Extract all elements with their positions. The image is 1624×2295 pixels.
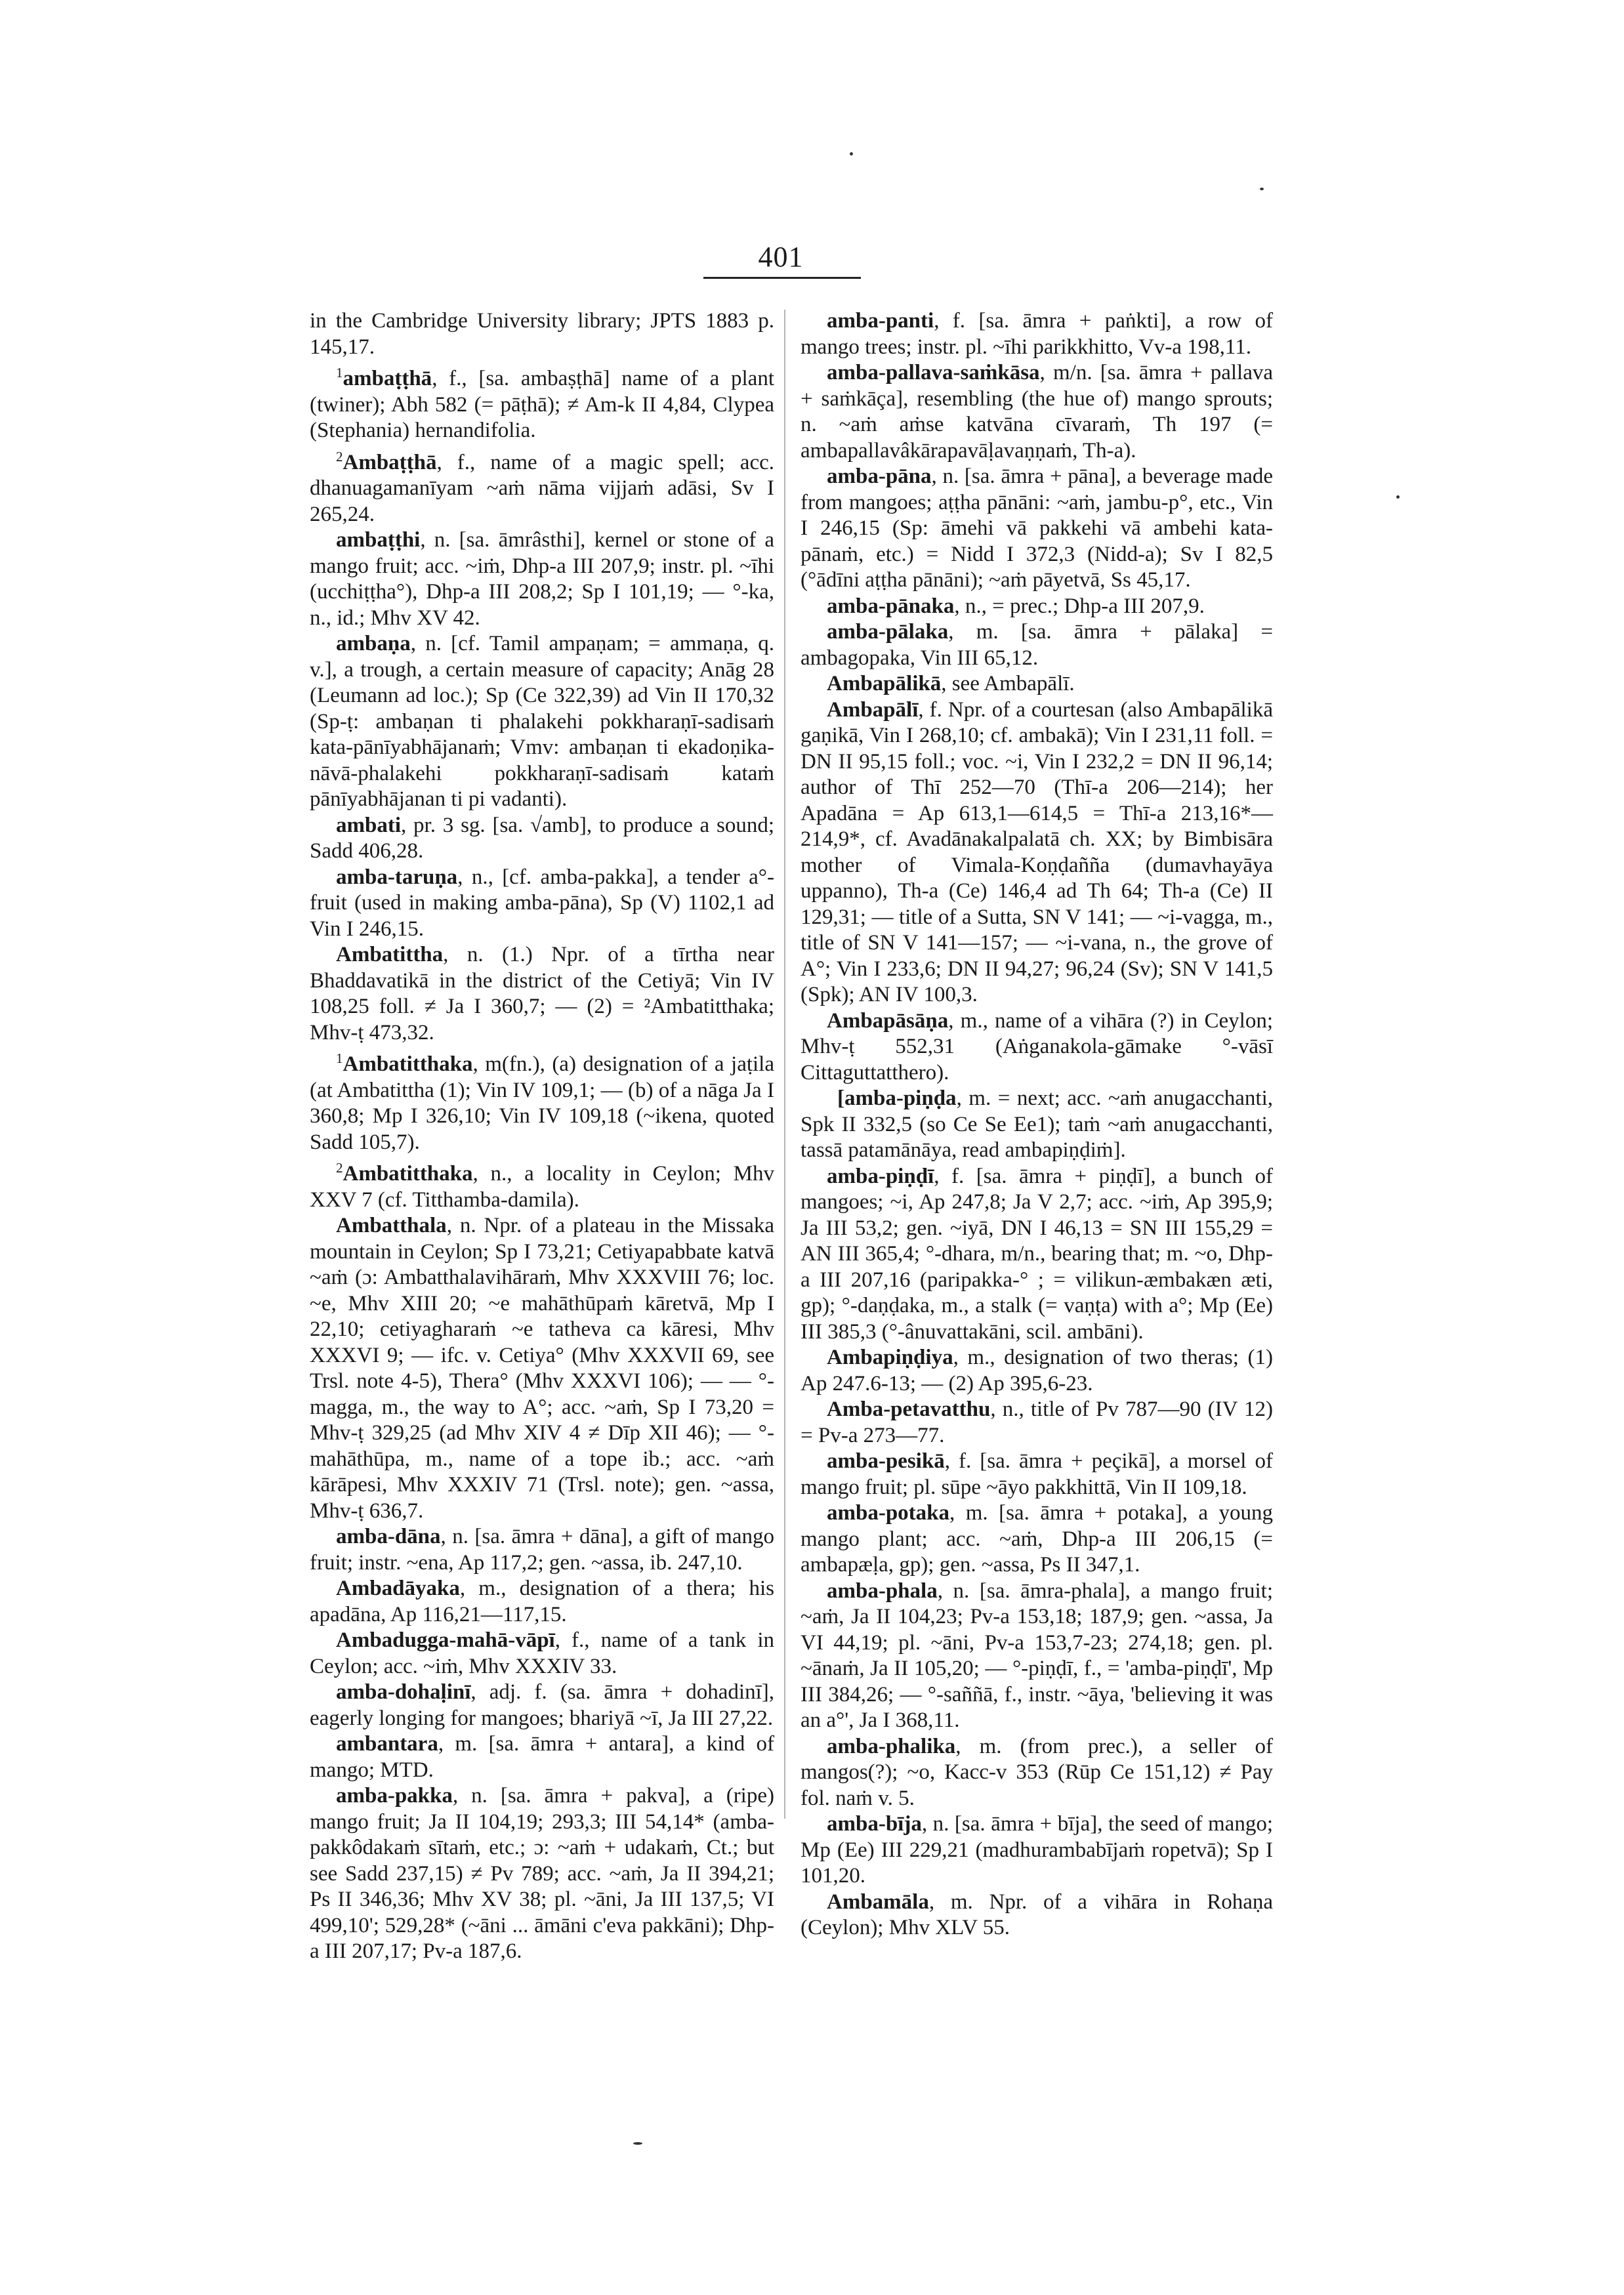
dictionary-entry bbox=[310, 865, 774, 943]
dictionary-entry bbox=[310, 631, 774, 813]
entry-headword: amba-dohaḷinī bbox=[336, 1680, 471, 1704]
entry-headword: Ambamāla bbox=[827, 1890, 929, 1914]
homonym-number: 1 bbox=[336, 365, 343, 381]
entry-definition: , n., [cf. amba-pakka], a tender a°-fruit (used in making amba-pāna), Sp (V) 1102,1 ad Vin I 246,15. bbox=[310, 865, 774, 941]
dictionary-entry bbox=[310, 308, 774, 360]
entry-headword: Ambatthala bbox=[336, 1214, 447, 1237]
dictionary-entry bbox=[801, 697, 1273, 1008]
dictionary-entry bbox=[310, 1783, 774, 1965]
scan-speck bbox=[633, 2142, 642, 2145]
entry-definition: , m., designation of a thera; his apadāna, Ap 116,21—117,15. bbox=[310, 1577, 774, 1626]
dictionary-entry bbox=[801, 1811, 1273, 1890]
dictionary-entry bbox=[310, 1155, 774, 1213]
dictionary-entry bbox=[310, 360, 774, 444]
entry-definition: , f. [sa. āmra + peçikā], a morsel of mango fruit; pl. sūpe ~āyo pakkhittā, Vin II 109,18. bbox=[801, 1449, 1273, 1499]
entry-definition: , n. (1.) Npr. of a tīrtha near Bhaddavatikā in the district of the Cetiyā; Vin IV 108,25 foll. ≠ Ja I 360,7; — (2) = ²Ambatitthaka; Mhv-ṭ 473,32. bbox=[310, 943, 774, 1044]
dictionary-entry bbox=[801, 1397, 1273, 1449]
dictionary-entry bbox=[801, 594, 1273, 620]
entry-definition: , n. [cf. Tamil ampaṇam; = ammaṇa, q. v.], a trough, a certain measure of capacity; Anāg 28 (Leumann ad loc.); Sp (Ce 322,39) ad Vin II 170,32 (Sp-ṭ: ambaṇan ti phalakehi pokkharaṇī-sadisaṁ kata-pānīyabhājanaṁ; Vmv: ambaṇan ti ekadoṇika-nāvā-phalakehi pokkharaṇī-sadisaṁ kataṁ pānīyabhājanan ti pi vadanti). bbox=[310, 632, 774, 811]
entry-definition: , n. [sa. āmra-phala], a mango fruit; ~aṁ, Ja II 104,23; Pv-a 153,18; 187,9; gen. ~assa, Ja VI 44,19; pl. ~āni, Pv-a 153,7-23; 274,18; gen. pl. ~ānaṁ, Ja II 105,20; — °-piṇḍī, f., = 'amba-piṇḍī', Mp III 384,26; — °-saññā, f., instr. ~āya, 'believing it was an a°', Ja I 368,11. bbox=[801, 1579, 1273, 1732]
dictionary-entry bbox=[801, 464, 1273, 594]
entry-headword: Ambapālī bbox=[827, 697, 919, 722]
entry-headword: amba-phalika bbox=[827, 1734, 956, 1758]
entry-definition: , f., [sa. ambaṣṭhā] name of a plant (twiner); Abh 582 (= pāṭhā); ≠ Am-k II 4,84, Clypea (Stephania) hernandifolia. bbox=[310, 367, 774, 442]
entry-definition: , n. [sa. āmrâsthi], kernel or stone of a mango fruit; acc. ~iṁ, Dhp-a III 207,9; instr. pl. ~īhi (ucchiṭṭha°), Dhp-a III 208,2; Sp I 101,19; — °-ka, n., id.; Mhv XV 42. bbox=[310, 528, 774, 630]
entry-headword: Ambapālikā bbox=[827, 672, 942, 695]
dictionary-entry bbox=[801, 671, 1273, 697]
scan-speck bbox=[1396, 495, 1400, 499]
entry-definition: , f., name of a tank in Ceylon; acc. ~iṁ, Mhv XXXIV 33. bbox=[310, 1628, 774, 1678]
entry-definition: , see Ambapālī. bbox=[941, 672, 1075, 695]
entry-headword: amba-pallava-saṁkāsa bbox=[827, 361, 1040, 384]
entry-definition: in the Cambridge University library; JPTS 1883 p. 145,17. bbox=[310, 309, 774, 359]
dictionary-entry bbox=[310, 1680, 774, 1731]
entry-definition: , m., name of a vihāra (?) in Ceylon; Mhv-ṭ 552,31 (Aṅganakola-gāmake °-vāsī Cittaguttatthero). bbox=[801, 1008, 1273, 1085]
entry-definition: , m. [sa. āmra + antara], a kind of mango; MTD. bbox=[310, 1732, 774, 1782]
dictionary-entry bbox=[801, 1345, 1273, 1397]
entry-headword: amba-pesikā bbox=[827, 1449, 945, 1473]
dictionary-entry bbox=[801, 1449, 1273, 1500]
entry-headword: amba-phala bbox=[827, 1579, 938, 1603]
entry-headword: ambaṭṭhi bbox=[336, 528, 421, 552]
dictionary-entry bbox=[310, 813, 774, 865]
entry-headword: ambantara bbox=[336, 1732, 438, 1756]
dictionary-entry bbox=[801, 1734, 1273, 1812]
entry-headword: amba-dāna bbox=[336, 1525, 441, 1548]
column-divider bbox=[784, 310, 785, 1819]
entry-headword: Ambadāyaka bbox=[336, 1577, 460, 1600]
dictionary-entry bbox=[310, 1213, 774, 1524]
entry-headword: amba-pakka bbox=[336, 1784, 453, 1808]
page-number-rule bbox=[703, 277, 861, 279]
entry-definition: , m., designation of two theras; (1) Ap 247.6-13; — (2) Ap 395,6-23. bbox=[801, 1346, 1273, 1396]
dictionary-entry bbox=[801, 360, 1273, 464]
entry-headword: amba-pālaka bbox=[827, 620, 949, 644]
entry-headword: Ambatitthaka bbox=[343, 1052, 473, 1076]
scan-speck bbox=[1260, 188, 1264, 190]
entry-definition: , f., name of a magic spell; acc. dhanuagamanīyam ~aṁ nāma vijjaṁ adāsi, Sv I 265,24. bbox=[310, 450, 774, 526]
dictionary-entry bbox=[310, 1046, 774, 1155]
dictionary-entry bbox=[801, 1086, 1273, 1164]
dictionary-entry bbox=[310, 942, 774, 1046]
entry-headword: ambaṇa bbox=[336, 632, 411, 655]
entry-definition: , f. [sa. āmra + paṅkti], a row of mango trees; instr. pl. ~īhi parikkhitto, Vv-a 198,11. bbox=[801, 309, 1273, 359]
entry-definition: , n. [sa. āmra + bīja], the seed of mango; Mp (Ee) III 229,21 (madhurambabījaṁ ropetvā); Sp I 101,20. bbox=[801, 1812, 1273, 1888]
entry-headword: amba-potaka bbox=[827, 1501, 950, 1525]
entry-headword: amba-pānaka bbox=[827, 594, 955, 618]
entry-definition: , f. [sa. āmra + piṇḍī], a bunch of mangoes; ~i, Ap 247,8; Ja V 2,7; acc. ~iṁ, Ap 395,9; Ja III 53,2; gen. ~iyā, DN I 46,13 = SN III 155,29 = AN III 365,4; °-dhara, m/n., bearing that; m. ~o, Dhp-a III 207,16 (paripakka-° ; = vilikun-æmbakæn æti, gp); °-daṇḍaka, m., a stalk (= vaṇṭa) with a°; Mp (Ee) III 385,3 (°-ânuvattakāni, scil. ambāni). bbox=[801, 1164, 1273, 1344]
dictionary-entry bbox=[310, 1628, 774, 1680]
dictionary-entry bbox=[801, 1579, 1273, 1734]
entry-headword: amba-bīja bbox=[827, 1812, 922, 1836]
entry-definition: , f. Npr. of a courtesan (also Ambapālikā gaṇikā, Vin I 268,10; cf. ambakā); Vin I 231,11 foll. = DN II 95,15 foll.; voc. ~i, Vin I 232,2 = DN II 96,14; author of Thī 252—70 (Thī-a 206—214); her Apadāna = Ap 613,1—614,5 = Thī-a 213,16*—214,9*, cf. Avadānakalpalatā ch. XX; by Bimbisāra mother of Vimala-Koṇḍañña (dumavhayāya uppanno), Th-a (Ce) 146,4 ad Th 64; Th-a (Ce) II 129,31; — title of a Sutta, SN V 141; — ~i-vagga, m., title of SN V 141—157; — ~i-vana, n., the grove of A°; Vin I 233,6; DN II 94,27; 96,24 (Sv); SN V 141,5 (Spk); AN IV 100,3. bbox=[801, 697, 1273, 1006]
entry-headword: amba-piṇḍī bbox=[827, 1164, 934, 1188]
entry-headword: Ambatitthaka bbox=[343, 1162, 473, 1186]
homonym-number: 1 bbox=[336, 1050, 343, 1066]
entry-definition: , n. Npr. of a plateau in the Missaka mountain in Ceylon; Sp I 73,21; Cetiyapabbate katvā ~aṁ (ɔ: Ambatthalavihāraṁ, Mhv XXXVIII 76; loc. ~e, Mhv XIII 20; ~e mahāthūpaṁ kāretvā, Mp I 22,10; cetiyagharaṁ ~e tatheva ca kāresi, Mhv XXXVI 9; — ifc. v. Cetiya° (Mhv XXXVII 69, see Trsl. note 4-5), Thera° (Mhv XXXVI 106); — — °-magga, m., the way to A°; acc. ~aṁ, Sp I 73,20 = Mhv-ṭ 329,25 (ad Mhv XIV 4 ≠ Dīp XII 46); — °-mahāthūpa, m., name of a tope ib.; acc. ~aṁ kārāpesi, Mhv XXXIV 71 (Trsl. note); gen. ~assa, Mhv-ṭ 636,7. bbox=[310, 1214, 774, 1523]
entry-headword: ambaṭṭhā bbox=[343, 367, 432, 390]
entry-definition: , n., title of Pv 787—90 (IV 12) = Pv-a 273—77. bbox=[801, 1397, 1273, 1447]
right-column bbox=[801, 308, 1273, 1941]
entry-definition: , m/n. [sa. āmra + pallava + saṁkāça], resembling (the hue of) mango sprouts; n. ~aṁ aṁse katvāna cīvaraṁ, Th 197 (= ambapallavâkārapavāḷavaṇṇaṁ, Th-a). bbox=[801, 361, 1273, 463]
entry-headword: amba-pāna bbox=[827, 465, 932, 488]
entry-definition: , m. = next; acc. ~aṁ anugacchanti, Spk II 332,5 (so Ce Se Ee1); taṁ ~aṁ anugacchanti, tassā patamānāya, read ambapiṇḍiṁ]. bbox=[801, 1086, 1273, 1162]
entry-definition: , n. [sa. āmra + pakva], a (ripe) mango fruit; Ja II 104,19; 293,3; III 54,14* (amba-pakkôdakaṁ sītaṁ, etc.; ɔ: ~aṁ + udakaṁ, Ct.; but see Sadd 237,15) ≠ Pv 789; acc. ~aṁ, Ja II 394,21; Ps II 346,36; Mhv XV 38; pl. ~āni, Ja III 137,5; VI 499,10'; 529,28* (~āni ... āmāni c'eva pakkāni); Dhp-a III 207,17; Pv-a 187,6. bbox=[310, 1784, 774, 1963]
scan-speck bbox=[850, 152, 853, 155]
dictionary-entry bbox=[801, 1008, 1273, 1086]
dictionary-entry bbox=[310, 1576, 774, 1628]
dictionary-entry bbox=[801, 308, 1273, 360]
entry-definition: , m. [sa. āmra + pālaka] = ambagopaka, Vin III 65,12. bbox=[801, 620, 1273, 670]
entry-headword: Ambapiṇḍiya bbox=[827, 1346, 953, 1369]
dictionary-entry bbox=[310, 1731, 774, 1783]
entry-definition: , n., = prec.; Dhp-a III 207,9. bbox=[954, 594, 1205, 618]
left-column bbox=[310, 308, 774, 1965]
dictionary-entry bbox=[801, 1890, 1273, 1941]
homonym-number: 2 bbox=[336, 448, 343, 465]
dictionary-entry bbox=[801, 619, 1273, 671]
entry-headword: Ambapāsāṇa bbox=[827, 1008, 949, 1033]
entry-headword: Ambadugga-mahā-vāpī bbox=[336, 1628, 555, 1652]
entry-definition: , n. [sa. āmra + dāna], a gift of mango fruit; instr. ~ena, Ap 117,2; gen. ~assa, ib. 247,10. bbox=[310, 1525, 774, 1575]
entry-definition: , m. Npr. of a vihāra in Rohaṇa (Ceylon); Mhv XLV 55. bbox=[801, 1890, 1273, 1939]
entry-headword: amba-taruṇa bbox=[336, 865, 458, 889]
dictionary-entry bbox=[801, 1164, 1273, 1346]
dictionary-entry bbox=[801, 1500, 1273, 1579]
entry-headword: ambati bbox=[336, 813, 401, 837]
entry-headword: amba-panti bbox=[827, 309, 934, 333]
homonym-number: 2 bbox=[336, 1160, 343, 1176]
entry-definition: , pr. 3 sg. [sa. √amb], to produce a sound; Sadd 406,28. bbox=[310, 813, 774, 863]
entry-headword: Ambatittha bbox=[336, 943, 444, 966]
entry-definition: , n. [sa. āmra + pāna], a beverage made from mangoes; aṭṭha pānāni: ~aṁ, jambu-p°, etc., Vin I 246,15 (Sp: āmehi vā pakkehi vā ambehi kata-pānaṁ, etc.) = Nidd I 372,3 (Nidd-a); Sv I 82,5 (°ādīni aṭṭha pānāni); ~aṁ pāyetvā, Ss 45,17. bbox=[801, 465, 1273, 592]
entry-definition: , m. [sa. āmra + potaka], a young mango plant; acc. ~aṁ, Dhp-a III 206,15 (= ambapæḷa, gp); gen. ~assa, Ps II 347,1. bbox=[801, 1501, 1273, 1577]
page-number: 401 bbox=[758, 241, 804, 273]
entry-definition: , m. (from prec.), a seller of mangos(?); ~o, Kacc-v 353 (Rūp Ce 151,12) ≠ Pay fol. naṁ v. 5. bbox=[801, 1734, 1273, 1810]
entry-headword: [amba-piṇḍa bbox=[837, 1086, 957, 1110]
entry-definition: , adj. f. (sa. āmra + dohadinī], eagerly longing for mangoes; bhariyā ~ī, Ja III 27,22. bbox=[310, 1680, 774, 1730]
entry-definition: , n., a locality in Ceylon; Mhv XXV 7 (cf. Titthamba-damila). bbox=[310, 1162, 774, 1212]
entry-definition: , m(fn.), (a) designation of a jaṭila (at Ambatittha (1); Vin IV 109,1; — (b) of a nāga Ja I 360,8; Mp I 326,10; Vin IV 109,18 (~ikena, quoted Sadd 105,7). bbox=[310, 1052, 774, 1154]
dictionary-entry bbox=[310, 444, 774, 528]
dictionary-entry bbox=[310, 527, 774, 631]
entry-headword: Ambaṭṭhā bbox=[343, 450, 437, 474]
dictionary-entry bbox=[310, 1524, 774, 1576]
entry-headword: Amba-petavatthu bbox=[827, 1397, 991, 1421]
